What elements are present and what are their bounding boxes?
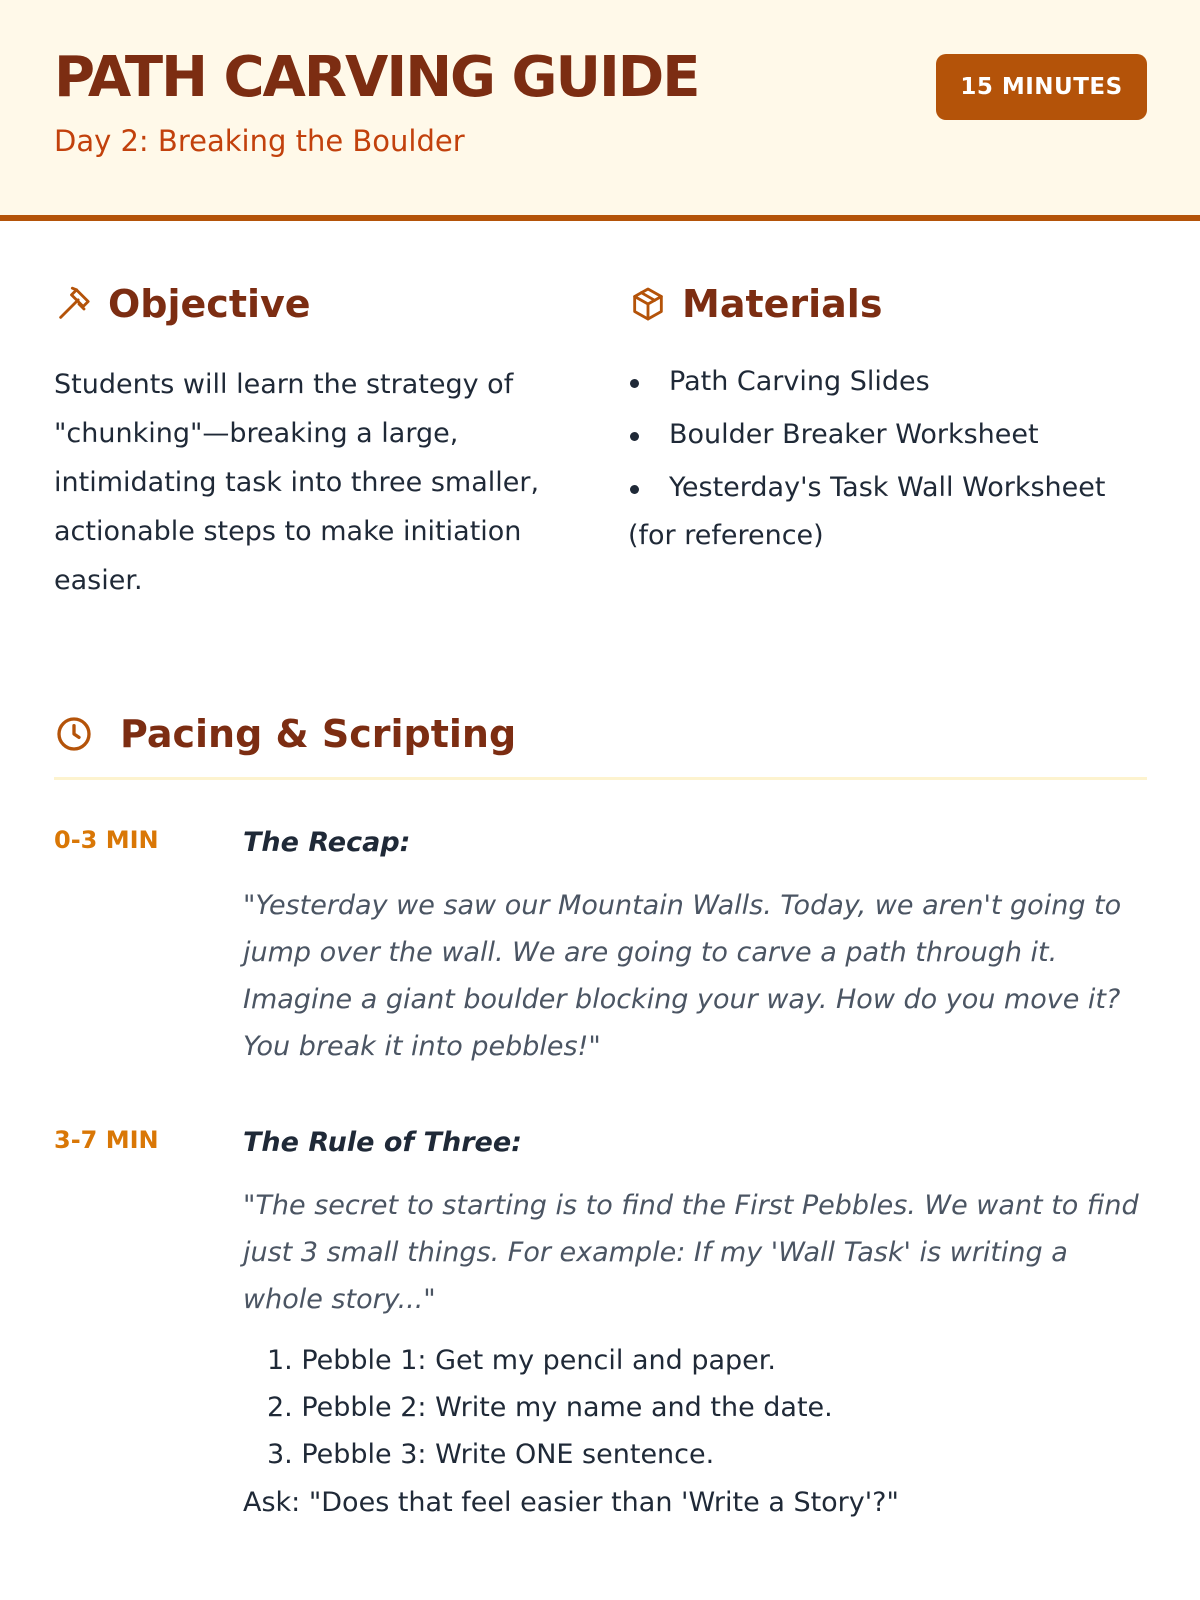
ask-prompt: Ask: "Does that feel easier than 'Write a Story'?" — [243, 1487, 899, 1518]
materials-heading-label: Materials — [682, 282, 883, 326]
materials-heading — [628, 282, 882, 326]
material-note: (for reference) — [628, 520, 824, 551]
hammer-icon — [54, 284, 94, 324]
list-item — [628, 358, 1168, 406]
page-header — [0, 0, 1200, 221]
list-item — [628, 464, 1168, 560]
step-script-quote: "The secret to starting is to find the First Pebbles. We want to find just 3 small things. For example: If my 'Wall Task' is writing a whole story..." — [243, 1190, 1139, 1315]
pacing-heading-label: Pacing & Scripting — [120, 712, 517, 756]
list-item: 2. Pebble 2: Write my name and the date. — [267, 1392, 833, 1423]
box-icon — [628, 284, 668, 324]
step-title: The Recap: — [243, 827, 411, 858]
section-divider — [54, 777, 1147, 780]
materials-list — [628, 358, 1168, 565]
objective-heading — [54, 282, 311, 326]
step-script-quote: "Yesterday we saw our Mountain Walls. Today, we aren't going to jump over the wall. We are going to carve a path through it. Imagine a giant boulder blocking your way. How do you move it? You break it into pebbles!" — [243, 890, 1122, 1062]
pacing-heading — [54, 712, 516, 756]
duration-badge: 15 MINUTES — [936, 54, 1147, 120]
pebble-list — [243, 1337, 1123, 1478]
material-label: Yesterday's Task Wall Worksheet — [669, 472, 1106, 503]
clock-icon — [54, 714, 94, 754]
list-item: 1. Pebble 1: Get my pencil and paper. — [267, 1345, 776, 1376]
list-item: 3. Pebble 3: Write ONE sentence. — [267, 1439, 715, 1470]
step-time: 3-7 MIN — [54, 1126, 159, 1154]
objective-text: Students will learn the strategy of "chunking"—breaking a large, intimidating task into three smaller, actionable steps to make initiation easier. — [54, 369, 540, 596]
page-subtitle: Day 2: Breaking the Boulder — [54, 124, 465, 158]
page-title: PATH CARVING GUIDE — [54, 45, 699, 110]
material-label: Boulder Breaker Worksheet — [669, 419, 1039, 450]
step-time: 0-3 MIN — [54, 826, 159, 854]
list-item — [628, 411, 1168, 459]
material-label: Path Carving Slides — [669, 366, 930, 397]
step-title: The Rule of Three: — [243, 1127, 522, 1158]
objective-heading-label: Objective — [108, 282, 311, 326]
